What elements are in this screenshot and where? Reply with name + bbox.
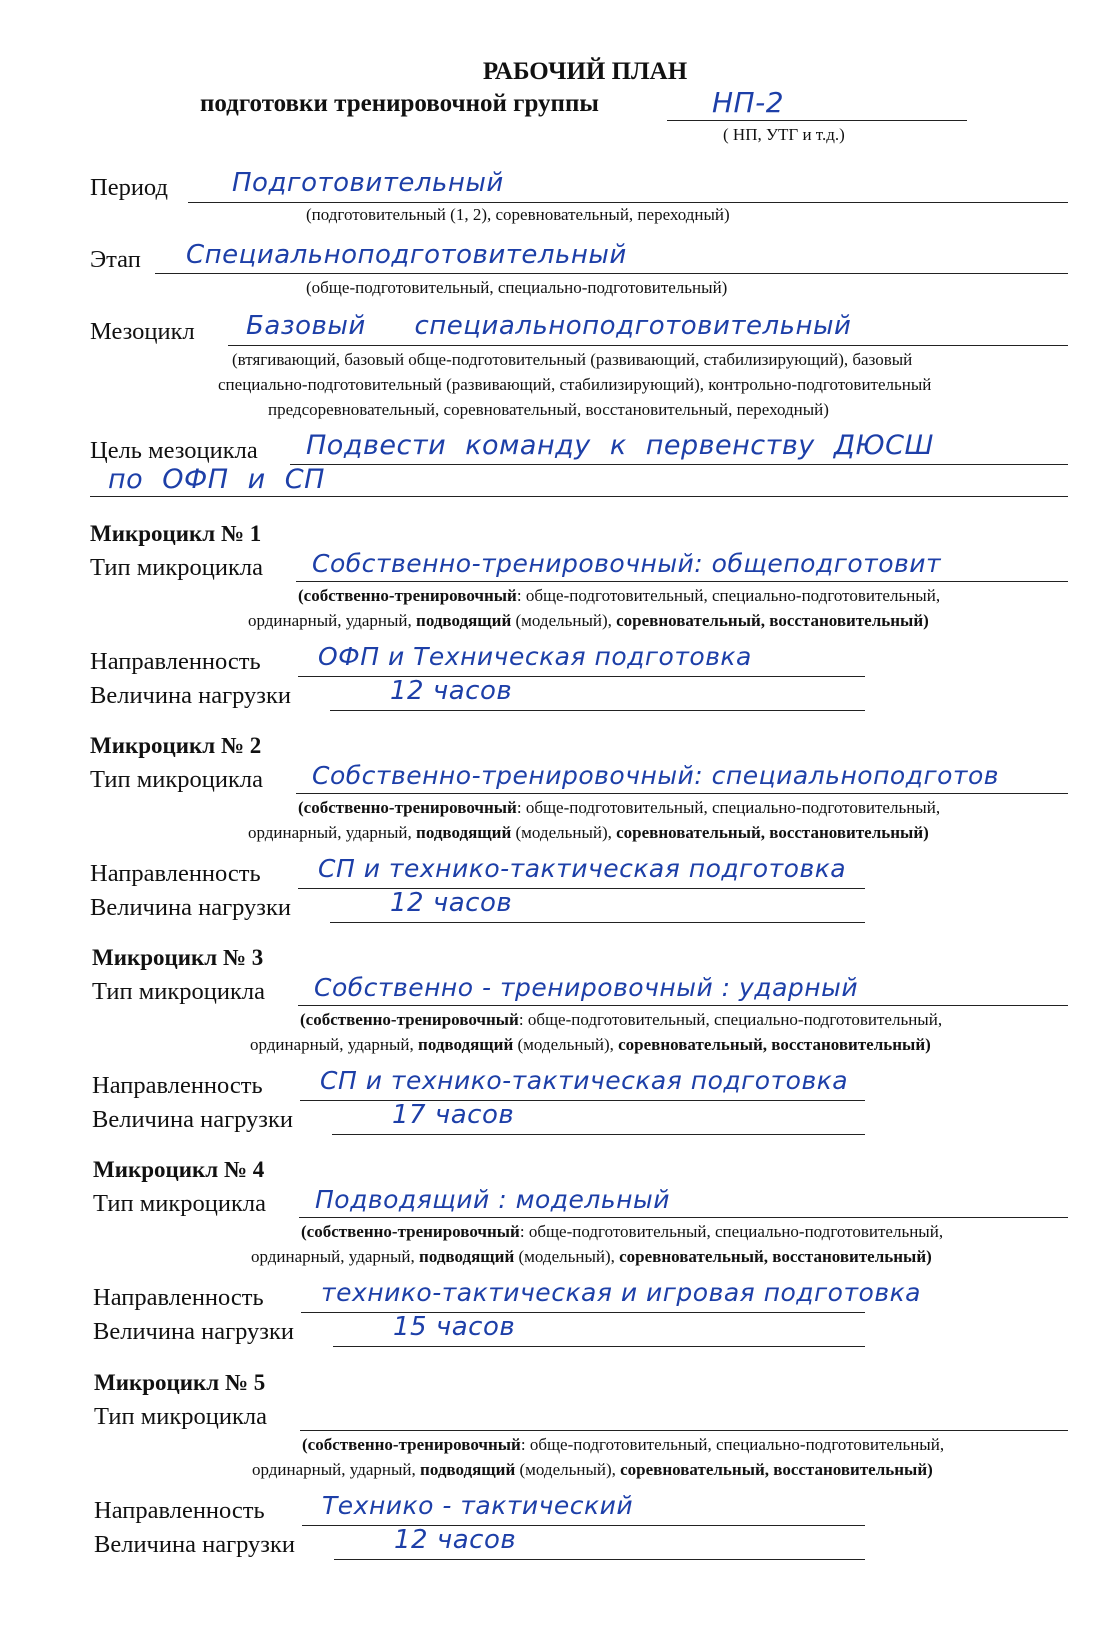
microcycle-heading: Микроцикл № 1	[90, 521, 262, 546]
microcycle-type-line	[296, 793, 1068, 794]
group-value[interactable]: НП-2	[712, 86, 785, 119]
microcycle-type-label: Тип микроцикла	[94, 1403, 267, 1430]
stage-value[interactable]: Специальноподготовительный	[186, 240, 627, 270]
goal-line-2	[90, 496, 1068, 497]
microcycle-focus-value[interactable]: СП и технико-тактическая подготовка	[318, 854, 847, 883]
document-title: РАБОЧИЙ ПЛАН	[482, 58, 688, 85]
microcycle-type-hint-2: ординарный, ударный, подводящий (модельный), соревновательный, восстановительный)	[251, 1247, 932, 1266]
microcycle-load-line	[330, 922, 865, 923]
microcycle-type-hint-2: ординарный, ударный, подводящий (модельный), соревновательный, восстановительный)	[248, 611, 929, 630]
microcycle-type-value[interactable]: Собственно-тренировочный: общеподготовит	[312, 549, 942, 578]
microcycle-focus-label: Направленность	[93, 1284, 264, 1311]
microcycle-focus-label: Направленность	[90, 648, 261, 675]
microcycle-load-label: Величина нагрузки	[90, 682, 292, 709]
microcycle-focus-value[interactable]: технико-тактическая и игровая подготовка	[321, 1278, 921, 1307]
microcycle-load-line	[330, 710, 865, 711]
microcycle-type-hint-1: (собственно-тренировочный: обще-подготовительный, специально-подготовительный,	[301, 1222, 944, 1241]
microcycle-type-value[interactable]: Собственно-тренировочный: специальноподготов	[312, 761, 1000, 790]
mesocycle-label: Мезоцикл	[90, 318, 195, 345]
group-hint: ( НП, УТГ и т.д.)	[723, 125, 845, 144]
microcycle-type-line	[300, 1430, 1068, 1431]
stage-label: Этап	[90, 246, 141, 273]
microcycle-focus-line	[301, 1312, 865, 1313]
stage-line	[155, 273, 1068, 274]
microcycle-heading: Микроцикл № 2	[90, 733, 262, 758]
microcycle-focus-value[interactable]: ОФП и Техническая подготовка	[318, 642, 752, 671]
period-value[interactable]: Подготовительный	[232, 168, 504, 198]
goal-value-1[interactable]: Подвести команду к первенству ДЮСШ	[306, 430, 934, 461]
stage-hint: (обще-подготовительный, специально-подготовительный)	[306, 278, 728, 297]
microcycle-load-value[interactable]: 15 часов	[393, 1312, 516, 1342]
microcycle-focus-line	[300, 1100, 865, 1101]
microcycle-type-label: Тип микроцикла	[90, 554, 263, 581]
goal-value-2[interactable]: по ОФП и СП	[108, 464, 325, 495]
period-label: Период	[90, 174, 168, 201]
microcycle-type-hint-2: ординарный, ударный, подводящий (модельный), соревновательный, восстановительный)	[250, 1035, 931, 1054]
microcycle-focus-value[interactable]: Технико - тактический	[322, 1491, 634, 1520]
microcycle-load-label: Величина нагрузки	[94, 1531, 296, 1558]
microcycle-type-value[interactable]: Подводящий : модельный	[315, 1185, 670, 1214]
microcycle-load-value[interactable]: 12 часов	[394, 1525, 517, 1555]
microcycle-type-hint-2: ординарный, ударный, подводящий (модельный), соревновательный, восстановительный)	[252, 1460, 933, 1479]
microcycle-type-label: Тип микроцикла	[93, 1190, 266, 1217]
goal-label: Цель мезоцикла	[90, 437, 258, 464]
goal-line-1	[290, 464, 1068, 465]
microcycle-focus-label: Направленность	[90, 860, 261, 887]
microcycle-heading: Микроцикл № 4	[93, 1157, 265, 1182]
microcycle-type-hint-2: ординарный, ударный, подводящий (модельный), соревновательный, восстановительный)	[248, 823, 929, 842]
mesocycle-hint-1: (втягивающий, базовый обще-подготовительный (развивающий, стабилизирующий), базовый	[232, 350, 913, 369]
microcycle-load-label: Величина нагрузки	[92, 1106, 294, 1133]
mesocycle-hint-2: специально-подготовительный (развивающий, стабилизирующий), контрольно-подготовительный	[218, 375, 932, 394]
microcycle-load-value[interactable]: 12 часов	[390, 888, 513, 918]
microcycle-heading: Микроцикл № 3	[92, 945, 264, 970]
microcycle-focus-label: Направленность	[92, 1072, 263, 1099]
mesocycle-line	[228, 345, 1068, 346]
microcycle-focus-line	[298, 676, 865, 677]
mesocycle-value[interactable]: Базовый специальноподготовительный	[246, 311, 852, 341]
microcycle-focus-value[interactable]: СП и технико-тактическая подготовка	[320, 1066, 849, 1095]
microcycle-load-value[interactable]: 12 часов	[390, 676, 513, 706]
microcycle-load-line	[333, 1346, 865, 1347]
microcycle-focus-line	[302, 1525, 865, 1526]
microcycle-type-line	[296, 581, 1068, 582]
microcycle-type-label: Тип микроцикла	[90, 766, 263, 793]
microcycle-type-hint-1: (собственно-тренировочный: обще-подготовительный, специально-подготовительный,	[300, 1010, 943, 1029]
microcycle-load-label: Величина нагрузки	[90, 894, 292, 921]
microcycle-type-value[interactable]: Собственно - тренировочный : ударный	[314, 973, 859, 1002]
microcycle-load-label: Величина нагрузки	[93, 1318, 295, 1345]
microcycle-type-label: Тип микроцикла	[92, 978, 265, 1005]
mesocycle-hint-3: предсоревновательный, соревновательный, восстановительный, переходный)	[268, 400, 829, 419]
microcycle-type-hint-1: (собственно-тренировочный: обще-подготовительный, специально-подготовительный,	[302, 1435, 945, 1454]
group-line	[667, 120, 967, 121]
microcycle-focus-line	[298, 888, 865, 889]
microcycle-type-line	[299, 1217, 1068, 1218]
microcycle-load-line	[334, 1559, 865, 1560]
microcycle-load-line	[332, 1134, 865, 1135]
microcycle-type-hint-1: (собственно-тренировочный: обще-подготовительный, специально-подготовительный,	[298, 798, 941, 817]
document-subtitle: подготовки тренировочной группы	[200, 90, 599, 117]
microcycle-focus-label: Направленность	[94, 1497, 265, 1524]
microcycle-type-hint-1: (собственно-тренировочный: обще-подготовительный, специально-подготовительный,	[298, 586, 941, 605]
period-hint: (подготовительный (1, 2), соревновательный, переходный)	[306, 205, 730, 224]
microcycle-type-line	[298, 1005, 1068, 1006]
microcycle-heading: Микроцикл № 5	[94, 1370, 266, 1395]
microcycle-load-value[interactable]: 17 часов	[392, 1100, 515, 1130]
